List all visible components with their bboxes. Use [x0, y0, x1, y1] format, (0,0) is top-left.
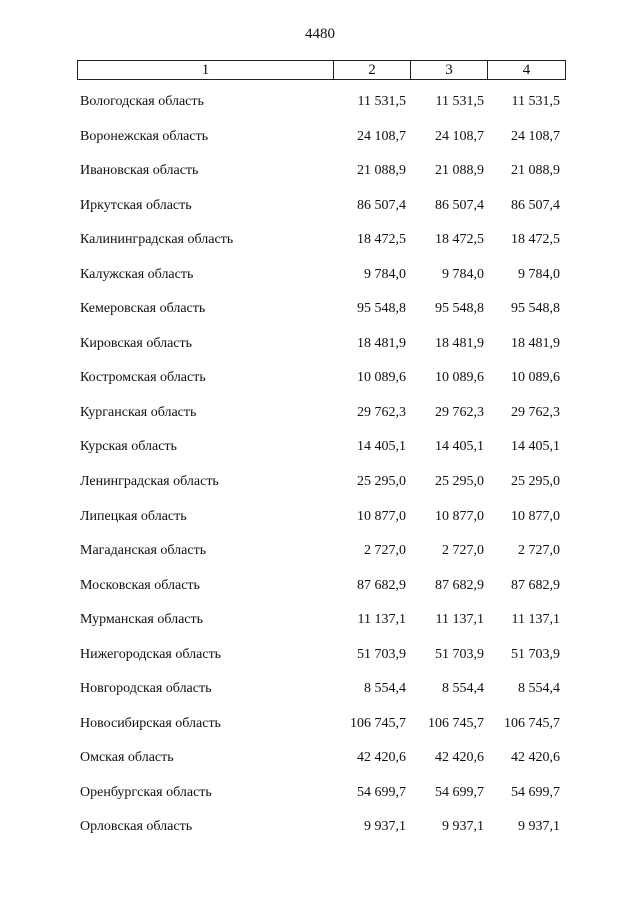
value-col-3: 18 472,5	[435, 232, 484, 248]
table-row	[0, 265, 640, 300]
value-col-2: 11 531,5	[357, 94, 406, 109]
header-col-2: 2	[334, 61, 411, 79]
header-col-4: 4	[522, 62, 531, 78]
value-col-4: 29 762,3	[511, 404, 560, 420]
region-name: Иркутская область	[80, 197, 192, 213]
table-row	[0, 334, 640, 369]
value-col-2: 95 548,8	[357, 301, 406, 317]
table-row	[0, 817, 640, 852]
table-row	[0, 576, 640, 611]
value-col-2: 54 699,7	[357, 784, 406, 800]
region-name: Курганская область	[80, 404, 197, 420]
value-col-2: 25 295,0	[357, 474, 406, 490]
page-number: 4480	[305, 26, 335, 42]
value-col-4: 24 108,7	[511, 128, 560, 144]
table-row	[0, 437, 640, 472]
value-col-3: 54 699,7	[435, 784, 484, 800]
region-name: Калининградская область	[80, 232, 234, 248]
value-col-2: 18 481,9	[357, 335, 406, 351]
value-col-4: 86 507,4	[511, 197, 560, 213]
region-name: Воронежская область	[80, 128, 209, 144]
table-row	[0, 541, 640, 576]
region-name: Новгородская область	[80, 681, 212, 697]
value-col-2: 10 877,0	[357, 508, 406, 524]
value-col-4: 11 137,1	[511, 612, 560, 628]
value-col-3: 24 108,7	[435, 128, 484, 144]
value-col-3: 14 405,1	[435, 439, 484, 455]
value-col-3: 86 507,4	[435, 197, 484, 213]
value-col-3: 18 481,9	[435, 335, 484, 351]
region-name: Ивановская область	[80, 163, 199, 179]
value-col-2: 86 507,4	[357, 197, 406, 213]
value-col-4: 21 088,9	[511, 163, 560, 179]
table-row	[0, 230, 640, 265]
header-col-1: 1	[78, 61, 334, 79]
value-col-2: 8 554,4	[364, 681, 406, 697]
value-col-4: 51 703,9	[511, 646, 560, 662]
table-row	[0, 368, 640, 403]
value-col-4: 18 481,9	[511, 335, 560, 351]
region-name: Нижегородская область	[80, 646, 222, 662]
value-col-2: 42 420,6	[357, 750, 406, 766]
value-col-3: 8 554,4	[442, 681, 484, 697]
value-col-4: 9 937,1	[518, 819, 560, 835]
value-col-4: 9 784,0	[518, 266, 560, 282]
value-col-3: 11 137,1	[435, 612, 484, 628]
value-col-2: 106 745,7	[350, 715, 406, 731]
region-name: Омская область	[80, 750, 174, 766]
table-row	[0, 196, 640, 231]
table-row	[0, 403, 640, 438]
value-col-4: 42 420,6	[511, 750, 560, 766]
region-name: Калужская область	[80, 266, 194, 282]
region-name: Новосибирская область	[80, 715, 221, 731]
value-col-4: 25 295,0	[511, 474, 560, 490]
table-row	[0, 645, 640, 680]
value-col-2: 24 108,7	[357, 128, 406, 144]
value-col-3: 42 420,6	[435, 750, 484, 766]
region-name: Кемеровская область	[80, 301, 206, 317]
table-row	[0, 679, 640, 714]
table-row	[0, 714, 640, 749]
region-name: Московская область	[80, 577, 200, 593]
region-name: Кировская область	[80, 335, 193, 351]
value-col-2: 18 472,5	[357, 232, 406, 248]
value-col-3: 11 531,5	[435, 94, 484, 109]
header-col-3: 3	[411, 61, 488, 79]
value-col-4: 87 682,9	[511, 577, 560, 593]
value-col-4: 2 727,0	[518, 543, 560, 559]
value-col-3: 9 937,1	[442, 819, 484, 835]
table-row	[0, 783, 640, 818]
table-row	[0, 161, 640, 196]
region-name: Курская область	[80, 439, 177, 455]
value-col-4: 95 548,8	[511, 301, 560, 317]
value-col-3: 106 745,7	[428, 715, 484, 731]
value-col-3: 21 088,9	[435, 163, 484, 179]
region-name: Костромская область	[80, 370, 206, 386]
table-row	[0, 507, 640, 542]
region-name: Оренбургская область	[80, 784, 212, 800]
value-col-3: 25 295,0	[435, 474, 484, 490]
region-name: Липецкая область	[80, 508, 187, 524]
table-row	[0, 748, 640, 783]
value-col-4: 11 531,5	[511, 94, 560, 109]
value-col-2: 87 682,9	[357, 577, 406, 593]
value-col-2: 11 137,1	[357, 612, 406, 628]
value-col-3: 10 877,0	[435, 508, 484, 524]
value-col-3: 51 703,9	[435, 646, 484, 662]
value-col-2: 2 727,0	[364, 543, 406, 559]
value-col-2: 21 088,9	[357, 163, 406, 179]
value-col-2: 29 762,3	[357, 404, 406, 420]
value-col-3: 95 548,8	[435, 301, 484, 317]
value-col-2: 51 703,9	[357, 646, 406, 662]
value-col-2: 9 937,1	[364, 819, 406, 835]
table-row	[0, 472, 640, 507]
value-col-4: 8 554,4	[518, 681, 560, 697]
value-col-3: 10 089,6	[435, 370, 484, 386]
value-col-3: 2 727,0	[442, 543, 484, 559]
table-row	[0, 127, 640, 162]
value-col-4: 14 405,1	[511, 439, 560, 455]
table-row	[0, 610, 640, 645]
value-col-3: 29 762,3	[435, 404, 484, 420]
value-col-3: 87 682,9	[435, 577, 484, 593]
value-col-2: 10 089,6	[357, 370, 406, 386]
table-row	[0, 299, 640, 334]
value-col-2: 14 405,1	[357, 439, 406, 455]
value-col-4: 54 699,7	[511, 784, 560, 800]
region-name: Мурманская область	[80, 612, 204, 628]
value-col-3: 9 784,0	[442, 266, 484, 282]
table-body	[0, 92, 640, 852]
value-col-2: 9 784,0	[364, 266, 406, 282]
value-col-4: 10 877,0	[511, 508, 560, 524]
region-name: Орловская область	[80, 819, 193, 835]
region-name: Вологодская область	[80, 94, 204, 109]
value-col-4: 106 745,7	[504, 715, 560, 731]
region-name: Ленинградская область	[80, 474, 219, 490]
value-col-4: 10 089,6	[511, 370, 560, 386]
value-col-4: 18 472,5	[511, 232, 560, 248]
table-header	[77, 60, 566, 80]
region-name: Магаданская область	[80, 543, 207, 559]
table-row	[0, 92, 640, 127]
